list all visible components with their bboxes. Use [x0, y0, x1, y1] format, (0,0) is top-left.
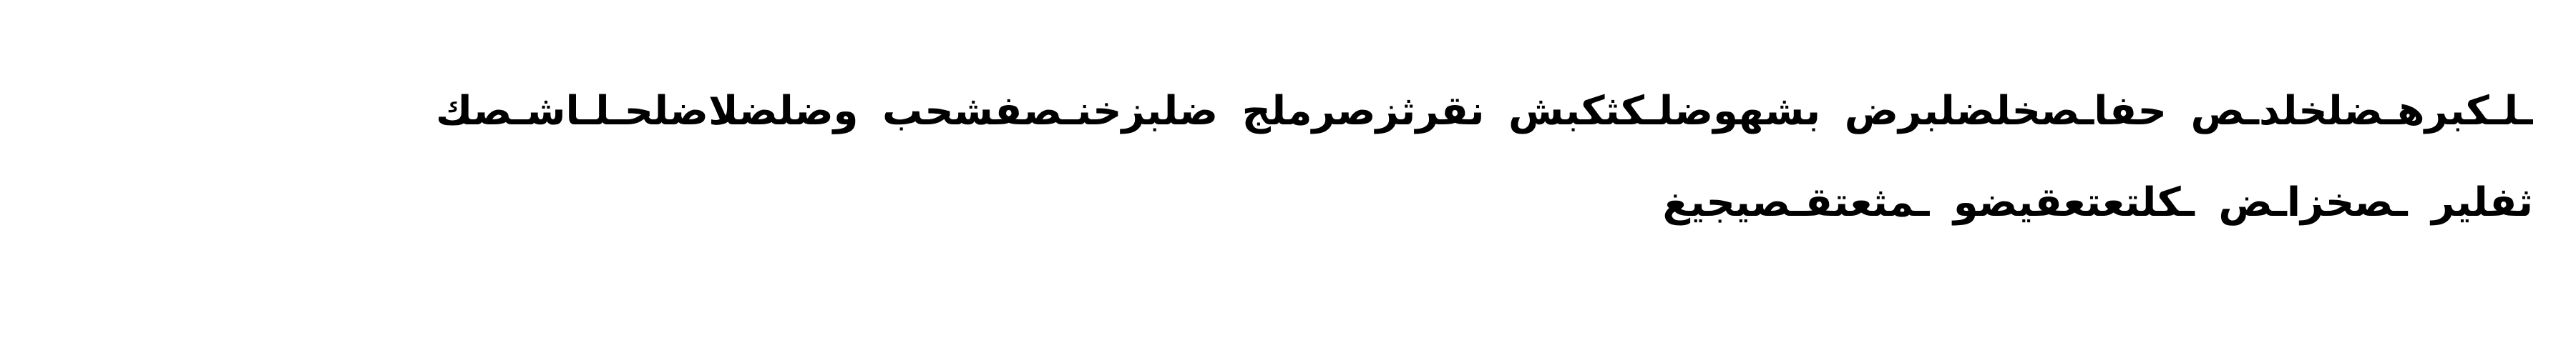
- paragraph: [329, 66, 2533, 249]
- text-line-2: ثفلير ـصخزاـض ـكلتعتعقيضو ـمثعتقـصيجيغ: [1662, 179, 2533, 226]
- text-line-1: ـلـكبرهـضلخلدـص حفاـصخلضلبرض بشهوضلـكثكبش نقرثزصرملج ضلبزخنـصفشحب وضلضلاضلحـلـاشـصك: [435, 88, 2533, 134]
